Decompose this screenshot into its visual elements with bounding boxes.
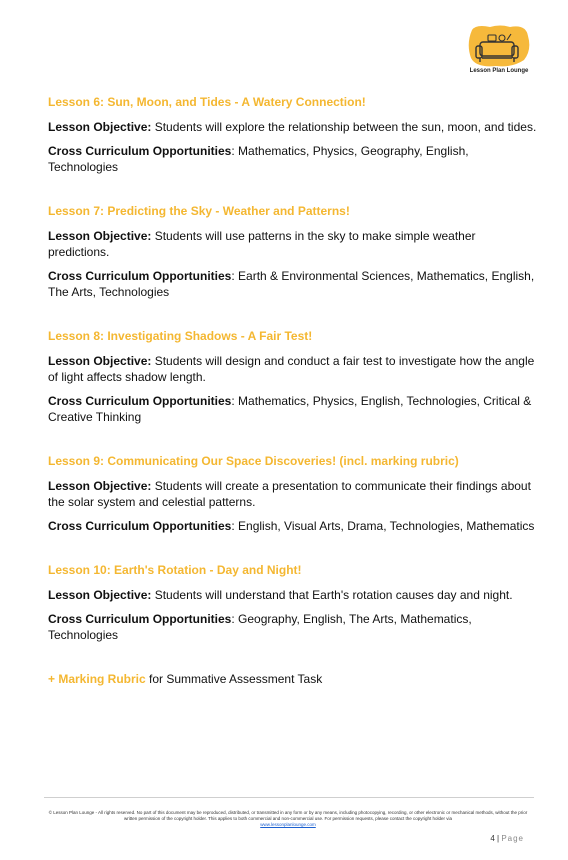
copyright-notice <box>48 810 528 828</box>
lesson-7 <box>48 204 538 300</box>
page-word: Page <box>501 834 524 843</box>
objective-label: Lesson Objective: <box>48 354 152 368</box>
ccl-text: : Mathematics, Physics, Geography, English, Technologies <box>48 144 469 174</box>
objective-label: Lesson Objective: <box>48 229 152 243</box>
ccl-label: Cross Curriculum Opportunities <box>48 144 232 158</box>
objective-text: Students will design and conduct a fair test to investigate how the angle of light affects shadow length. <box>48 354 535 384</box>
cross-curriculum <box>48 518 538 534</box>
page-number-value: 4 <box>490 834 495 843</box>
ccl-text: : Mathematics, Physics, English, Technologies, Critical & Creative Thinking <box>48 394 532 424</box>
lesson-9 <box>48 454 538 534</box>
ccl-label: Cross Curriculum Opportunities <box>48 612 232 626</box>
lesson-objective <box>48 353 538 385</box>
lesson-objective <box>48 119 538 135</box>
marking-rubric-note <box>48 672 538 687</box>
lesson-title: Lesson 6: Sun, Moon, and Tides - A Watery Connection! <box>48 95 366 109</box>
ccl-text: : English, Visual Arts, Drama, Technologies, Mathematics <box>231 519 535 533</box>
lesson-title: Lesson 9: Communicating Our Space Discoveries! (incl. marking rubric) <box>48 454 459 468</box>
page-separator: | <box>497 834 500 843</box>
objective-label: Lesson Objective: <box>48 120 152 134</box>
lesson-6 <box>48 95 538 175</box>
lesson-8 <box>48 329 538 425</box>
copyright-text: © Lesson Plan Lounge - All rights reserved. No part of this document may be reproduced, distributed, or transmitted in any form or by any means, including photocopying, recording, or other electronic or mechanical methods, without the prior written permission of the copyright holder. This applies to both commercial and non-commercial use. For permission requests, please contact the copyright holder via <box>48 810 528 821</box>
objective-text: Students will understand that Earth's rotation causes day and night. <box>151 588 513 602</box>
lesson-title: Lesson 10: Earth's Rotation - Day and Night! <box>48 563 302 577</box>
ccl-label: Cross Curriculum Opportunities <box>48 519 232 533</box>
cross-curriculum <box>48 143 538 175</box>
marking-rubric-text: for Summative Assessment Task <box>145 672 323 686</box>
cross-curriculum <box>48 393 538 425</box>
lesson-objective <box>48 587 538 603</box>
cross-curriculum <box>48 611 538 643</box>
ccl-label: Cross Curriculum Opportunities <box>48 269 232 283</box>
page-number <box>490 834 524 843</box>
objective-text: Students will use patterns in the sky to make simple weather predictions. <box>48 229 476 259</box>
ccl-text: : Geography, English, The Arts, Mathematics, Technologies <box>48 612 472 642</box>
objective-label: Lesson Objective: <box>48 479 152 493</box>
lesson-10 <box>48 563 538 643</box>
objective-label: Lesson Objective: <box>48 588 152 602</box>
lesson-objective <box>48 478 538 510</box>
objective-text: Students will explore the relationship between the sun, moon, and tides. <box>151 120 537 134</box>
lesson-objective <box>48 228 538 260</box>
website-link[interactable]: www.lessonplanlounge.com <box>260 822 316 827</box>
ccl-text: : Earth & Environmental Sciences, Mathematics, English, The Arts, Technologies <box>48 269 535 299</box>
ccl-label: Cross Curriculum Opportunities <box>48 394 232 408</box>
cross-curriculum <box>48 268 538 300</box>
lesson-title: Lesson 7: Predicting the Sky - Weather and Patterns! <box>48 204 350 218</box>
marking-rubric-label: + Marking Rubric <box>48 672 146 686</box>
logo-caption: Lesson Plan Lounge <box>469 68 529 74</box>
lesson-list <box>48 95 538 687</box>
lesson-title: Lesson 8: Investigating Shadows - A Fair Test! <box>48 329 313 343</box>
objective-text: Students will create a presentation to communicate their findings about the solar system and celestial patterns. <box>48 479 531 509</box>
footer-divider <box>44 797 534 798</box>
